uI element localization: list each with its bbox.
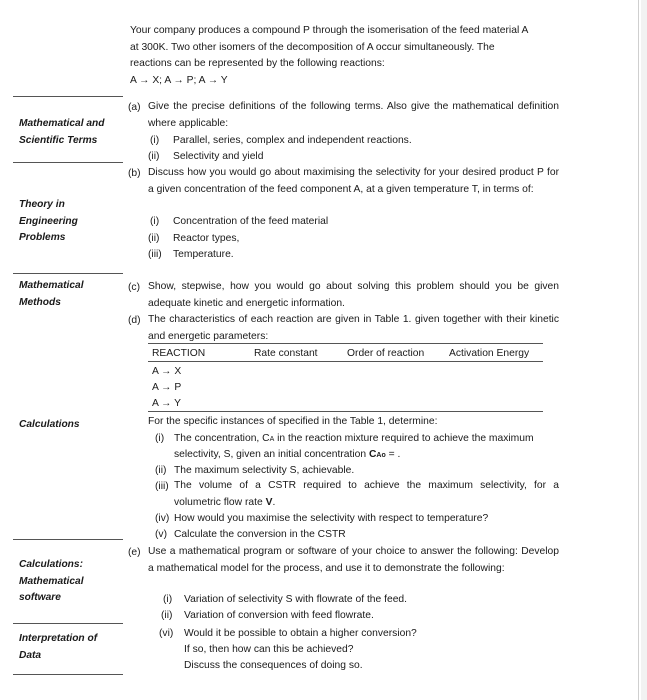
part-b-i-label: (i) — [150, 216, 160, 227]
table-row: A → X — [152, 366, 182, 377]
part-b-ii-label: (ii) — [148, 233, 160, 244]
part-a-label: (a) — [128, 102, 141, 113]
part-d-ii: The maximum selectivity S, achievable. — [174, 465, 355, 476]
part-d-iii-label: (iii) — [155, 481, 169, 492]
part-d-i — [174, 432, 534, 446]
side-label-calculations — [19, 417, 80, 434]
table-header-activation: Activation Energy — [449, 348, 530, 359]
side-label-line: Engineering — [19, 215, 78, 227]
side-label-line: Methods — [19, 296, 61, 308]
section-rule — [13, 273, 123, 274]
side-label-line: Data — [19, 649, 42, 661]
part-e-ii: Variation of conversion with feed flowrate. — [184, 610, 374, 621]
part-b-iii-label: (iii) — [148, 249, 162, 260]
part-e-vi-line2: If so, then how can this be achieved? — [184, 644, 354, 655]
part-d-iii: The volume of a CSTR required to achieve the maximum selectivity, for a — [174, 480, 559, 491]
table-header-order: Order of reaction — [347, 348, 425, 359]
part-d-i-cont-var: C — [368, 449, 377, 460]
side-label-line: Calculations — [19, 419, 80, 430]
table-row: A → Y — [152, 398, 181, 409]
part-d-i-label: (i) — [155, 433, 165, 444]
part-b-iii: Temperature. — [173, 249, 234, 260]
part-a-i: Parallel, series, complex and independent reactions. — [173, 135, 412, 146]
part-d-iii-cont-var: V — [265, 497, 273, 508]
part-a-text: Give the precise definitions of the following terms. Also give the mathematical definition where applicable: — [148, 101, 559, 129]
part-d-iii-cont — [174, 496, 275, 509]
part-e-text: Use a mathematical program or software of your choice to answer the following: Develop a mathematical model for the process, and use it to demonstrate the following: — [148, 546, 559, 574]
side-label-terms — [19, 116, 105, 149]
side-label-line: Problems — [19, 232, 66, 243]
part-e-vi-label: (vi) — [159, 628, 174, 639]
intro-reactions: A → X; A → P; A → Y — [130, 74, 228, 86]
part-e-vi: Would it be possible to obtain a higher conversion? — [184, 628, 417, 639]
part-d-i-post: in the reaction mixture required to achieve the maximum — [274, 433, 534, 444]
part-d-ii-label: (ii) — [155, 465, 167, 476]
part-d-iii-cont-pre: volumetric flow rate — [174, 497, 266, 508]
part-a-i-label: (i) — [150, 135, 160, 146]
part-d-i-cont — [174, 448, 400, 462]
side-label-methods — [19, 278, 84, 311]
section-rule — [13, 162, 123, 163]
part-d-v-label: (v) — [155, 529, 168, 540]
part-d-text: The characteristics of each reaction are given in Table 1. given together with their kinetic and energetic parameters: — [148, 314, 559, 342]
table-row: A → P — [152, 382, 182, 393]
page-edge-shadow — [641, 0, 647, 700]
side-label-software — [19, 557, 84, 607]
part-e-vi-line3: Discuss the consequences of doing so. — [184, 660, 363, 671]
intro-line-3: reactions can be represented by the following reactions: — [130, 58, 385, 69]
page-edge — [638, 0, 639, 700]
table-header-rule — [148, 361, 543, 362]
table-header-reaction: REACTION — [152, 348, 206, 359]
table-header-rate: Rate constant — [254, 348, 318, 359]
part-d-i-cont-pre: selectivity, S, given an initial concentration — [174, 449, 369, 460]
part-d-iv: How would you maximise the selectivity with respect to temperature? — [174, 513, 489, 524]
section-rule — [13, 539, 123, 540]
part-d-iii-cont-post: . — [272, 497, 276, 508]
part-d-i-cont-post: = . — [385, 449, 401, 460]
part-b-text: Discuss how you would go about maximising the selectivity for your desired product P for a given concentration of the feed component A, at a given temperature T, in terms of: — [148, 167, 559, 195]
part-e-ii-label: (ii) — [161, 610, 173, 621]
intro-line-2: at 300K. Two other isomers of the decomposition of A occur simultaneously. The — [130, 41, 495, 53]
part-d-iv-label: (iv) — [155, 513, 170, 524]
side-label-theory — [19, 197, 78, 247]
part-b-ii: Reactor types, — [173, 233, 240, 244]
side-label-line: Calculations: — [19, 559, 83, 570]
side-label-line: Interpretation of — [19, 633, 98, 644]
part-d-v: Calculate the conversion in the CSTR — [174, 529, 346, 540]
side-label-line: Mathematical — [19, 280, 84, 291]
side-label-line: Theory in — [19, 199, 65, 210]
part-a-ii: Selectivity and yield — [173, 151, 264, 162]
table-top-rule — [148, 343, 543, 344]
part-b-label: (b) — [128, 168, 141, 179]
part-c-label: (c) — [128, 282, 141, 293]
side-label-line: Mathematical and — [19, 118, 105, 129]
part-a-ii-label: (ii) — [148, 151, 160, 162]
section-rule — [13, 623, 123, 624]
part-d-i-cont-sub: Ao — [376, 452, 386, 459]
side-label-interpretation — [19, 631, 97, 664]
part-b-i: Concentration of the feed material — [173, 216, 329, 227]
part-d-i-sub: A — [269, 436, 275, 443]
side-label-line: Mathematical — [19, 575, 84, 587]
part-d-label: (d) — [128, 315, 141, 326]
intro-paragraph — [130, 23, 559, 89]
table-bottom-rule — [148, 411, 543, 412]
part-c-text: Show, stepwise, how you would go about solving this problem should you be given adequate kinetic and energetic information. — [148, 281, 559, 309]
part-d-lead: For the specific instances of specified in the Table 1, determine: — [148, 416, 438, 427]
part-e-i-label: (i) — [163, 594, 173, 605]
side-label-line: Scientific Terms — [19, 134, 98, 146]
part-e-i: Variation of selectivity S with flowrate of the feed. — [184, 594, 408, 605]
section-rule — [13, 674, 123, 675]
part-d-i-pre: The concentration, C — [174, 433, 270, 444]
side-label-line: software — [19, 592, 61, 603]
part-e-label: (e) — [128, 547, 141, 558]
intro-line-1: Your company produces a compound P through the isomerisation of the feed material A — [130, 25, 529, 36]
section-rule — [13, 96, 123, 97]
